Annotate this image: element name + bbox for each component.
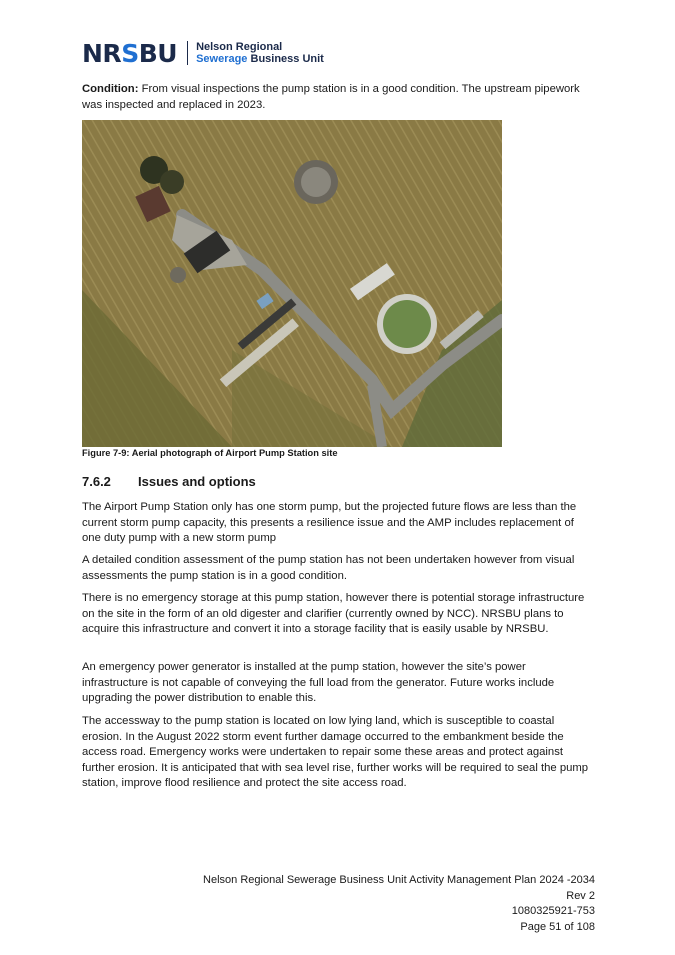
paragraph-condition-assessment: A detailed condition assessment of the pump station has not been undertaken however from visual assessments the pump station is in a good condition.: [82, 554, 575, 582]
footer-plan-title: Nelson Regional Sewerage Business Unit Activity Management Plan 2024 -2034: [203, 874, 595, 886]
aerial-photograph: [82, 120, 502, 447]
nrsbu-logo: [82, 38, 178, 68]
org-name-sewerage: Sewerage: [196, 53, 248, 65]
section-title: Issues and options: [138, 474, 256, 489]
condition-text: From visual inspections the pump station is in a good condition. The upstream pipework was inspected and replaced in 2023.: [82, 83, 580, 111]
logo-letters-nr: NR: [82, 38, 122, 68]
org-name-line1: Nelson Regional: [196, 41, 283, 53]
footer-page-number: Page 51 of 108: [520, 920, 595, 933]
org-name: [196, 41, 324, 65]
figure-caption: Figure 7-9: Aerial photograph of Airport Pump Station site: [82, 448, 338, 458]
logo-letter-s: S: [121, 38, 139, 68]
footer-revision: Rev 2: [566, 889, 595, 902]
paragraph-storm-pump: The Airport Pump Station only has one storm pump, but the projected future flows are less than the current storm pump capacity, this presents a resilience issue and the AMP includes replacement of one duty pump with a new storm pump: [82, 501, 577, 544]
org-name-business-unit: Business Unit: [247, 53, 324, 65]
paragraph-accessway: The accessway to the pump station is located on low lying land, which is susceptible to coastal erosion. In the August 2022 storm event further damage occurred to the embankment beside the access road. Emergency works were undertaken to repair some these areas and protect against further erosion. It is anticipated that with sea level rise, further works will be required to seal the pump station, improve flood resilience and protect the site access road.: [82, 715, 589, 789]
footer-document-id: 1080325921-753: [511, 905, 595, 917]
condition-paragraph: [82, 82, 594, 113]
section-heading: [82, 474, 256, 489]
logo-divider: [187, 41, 188, 65]
paragraph-emergency-storage: There is no emergency storage at this pump station, however there is potential storage infrastructure on the site in the form of an old digester and clarifier (currently owned by NCC). NRSBU plans to acquire this infrastructure and convert it into a storage facility that is easily usable by NRSBU.: [82, 592, 585, 635]
document-footer: [203, 873, 595, 935]
document-header: [82, 38, 324, 68]
condition-label: Condition:: [82, 83, 139, 95]
logo-letters-bu: BU: [138, 38, 178, 68]
paragraph-power-generator: An emergency power generator is installed at the pump station, however the site’s power infrastructure is not capable of conveying the full load from the generator. Future works include upgrading the power distribution to enable this.: [82, 661, 555, 704]
section-number: 7.6.2: [82, 474, 111, 489]
